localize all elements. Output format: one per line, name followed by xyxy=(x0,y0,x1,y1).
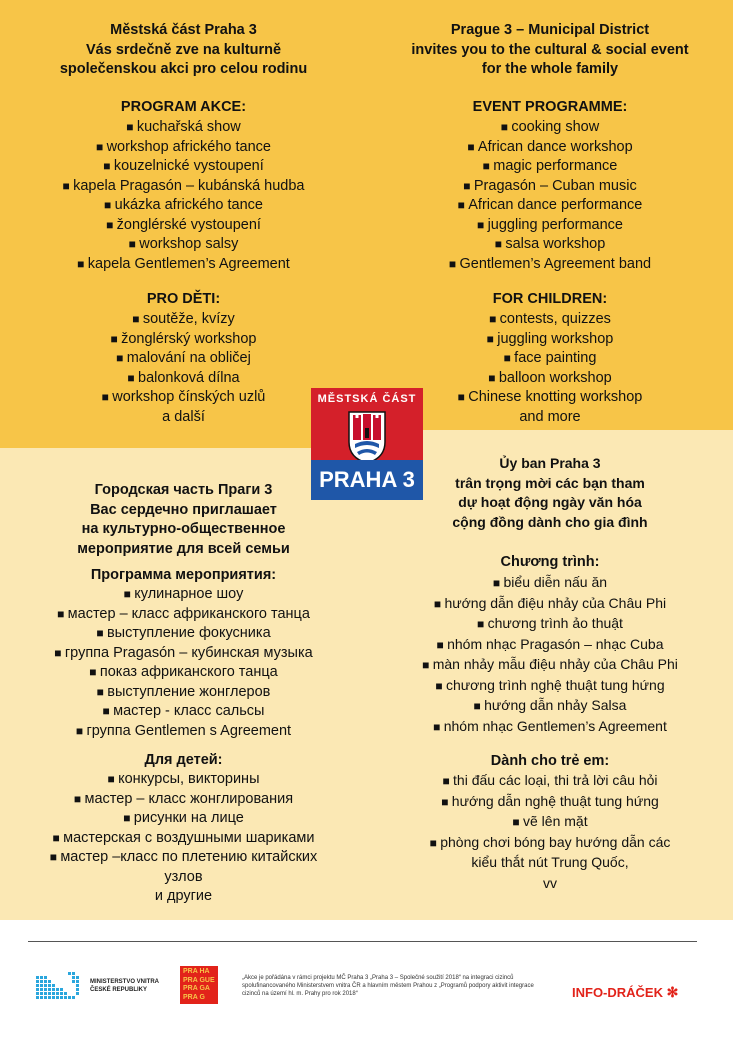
crest-icon xyxy=(347,408,387,464)
list-item: ■ workshop čínských uzlů xyxy=(0,388,367,408)
czech-section xyxy=(0,0,367,448)
praha3-logo xyxy=(311,388,423,500)
logo-top-text: MĚSTSKÁ ČÁST xyxy=(311,388,423,410)
list-item: ■ конкурсы, викторины xyxy=(0,770,367,790)
list-more: vv xyxy=(543,874,557,891)
footer-divider xyxy=(28,941,697,942)
list-item: ■ malování na obličej xyxy=(0,349,367,369)
list-item: ■ African dance performance xyxy=(367,196,733,216)
list-item: ■ выступление фокусника xyxy=(0,624,367,644)
list-item: ■ kapela Pragasón – kubánská hudba xyxy=(0,177,367,197)
list-item: ■ Pragasón – Cuban music xyxy=(367,177,733,197)
vi-intro: Ủy ban Praha 3 trân trọng mời các bạn tham dự hoạt động ngày văn hóa cộng đồng dành cho gia đình xyxy=(452,455,648,530)
ru-program-heading: Программа мероприятия: xyxy=(90,567,277,583)
list-item: ■ мастер – класс жонглирования xyxy=(0,790,367,810)
en-intro: Prague 3 – Municipal District invites you to the cultural & social event for the whole family xyxy=(411,22,689,77)
list-item: ■ balloon workshop xyxy=(367,369,733,389)
list-item: ■ kouzelnické vystoupení xyxy=(0,157,367,177)
prague-logo: PRA HA PRA GUE PRA GA PRA G xyxy=(180,966,218,1004)
russian-section xyxy=(0,448,367,920)
list-item: ■ African dance workshop xyxy=(367,138,733,158)
list-item: ■ мастер – класс африканского танца xyxy=(0,605,367,625)
list-item: ■ мастер - класс сальсы xyxy=(0,702,367,722)
vietnamese-section xyxy=(367,430,733,920)
list-more: узлов xyxy=(164,868,203,885)
list-item: ■ hướng dẫn nhảy Salsa xyxy=(367,696,733,717)
list-item: ■ màn nhảy mẫu điệu nhảy của Châu Phi xyxy=(367,655,733,676)
ru-intro: Городская часть Праги 3 Вас сердечно приглашает на культурно-общественное мероприятие для всей семьи xyxy=(77,482,290,557)
list-more: и другие xyxy=(154,888,213,904)
list-item: ■ workshop afrického tance xyxy=(0,138,367,158)
list-item: ■ группа Gentlemen s Agreement xyxy=(0,722,367,742)
vi-program-list xyxy=(367,573,733,737)
list-item: ■ кулинарное шоу xyxy=(0,585,367,605)
cz-program-list xyxy=(0,118,367,274)
list-item: ■ soutěže, kvízy xyxy=(0,310,367,330)
list-item: ■ contests, quizzes xyxy=(367,310,733,330)
list-item: ■ salsa workshop xyxy=(367,235,733,255)
list-item: ■ chương trình ảo thuật xyxy=(367,614,733,635)
list-item: ■ группа Pragasón – кубинская музыка xyxy=(0,644,367,664)
list-item: ■ biểu diễn nấu ăn xyxy=(367,573,733,594)
list-item: ■ chương trình nghệ thuật tung hứng xyxy=(367,676,733,697)
english-section xyxy=(367,0,733,430)
list-item: ■ juggling workshop xyxy=(367,330,733,350)
list-item: ■ Chinese knotting workshop xyxy=(367,388,733,408)
list-item: ■ workshop salsy xyxy=(0,235,367,255)
list-item: ■ kuchařská show xyxy=(0,118,367,138)
cz-program-heading: PROGRAM AKCE: xyxy=(120,99,247,115)
info-dracek-logo: INFO-DRÁČEK ✻ xyxy=(572,984,679,1000)
list-item: ■ рисунки на лице xyxy=(0,809,367,829)
list-item: ■ balonková dílna xyxy=(0,369,367,389)
en-program-heading: EVENT PROGRAMME: xyxy=(472,99,628,115)
list-item: ■ ukázka afrického tance xyxy=(0,196,367,216)
list-item: ■ thi đấu các loại, thi trả lời câu hỏi xyxy=(367,771,733,792)
list-item: ■ vẽ lên mặt xyxy=(367,812,733,833)
list-item: ■ выступление жонглеров xyxy=(0,683,367,703)
list-item: ■ phòng chơi bóng bay hướng dẫn các xyxy=(367,833,733,854)
ru-kids-list xyxy=(0,770,367,907)
list-item: ■ face painting xyxy=(367,349,733,369)
list-item: ■ magic performance xyxy=(367,157,733,177)
list-item: ■ мастер –класс по плетению китайских xyxy=(0,848,367,868)
ru-program-list xyxy=(0,585,367,741)
logo-bottom-text: PRAHA 3 xyxy=(311,460,423,500)
ru-kids-heading: Для детей: xyxy=(144,752,223,768)
cz-kids-heading: PRO DĚTI: xyxy=(146,291,221,307)
list-item: ■ nhóm nhạc Gentlemen’s Agreement xyxy=(367,717,733,738)
list-item: ■ hướng dẫn điệu nhảy của Châu Phi xyxy=(367,594,733,615)
list-item: ■ žonglérský workshop xyxy=(0,330,367,350)
list-item: ■ žonglérské vystoupení xyxy=(0,216,367,236)
funding-disclaimer: „Akce je pořádána v rámci projektu MČ Praha 3 „Praha 3 – Společné soužití 2018“ na integraci cizinců spolufinancovaného Ministerstvem vnitra ČR a hlavním městem Prahou z „Programů podpory aktivit integrace cizinců na území hl. m. Prahy pro rok 2018“ xyxy=(242,975,534,997)
list-item: ■ nhóm nhạc Pragasón – nhạc Cuba xyxy=(367,635,733,656)
vi-kids-list xyxy=(367,771,733,894)
list-item: ■ показ африканского танца xyxy=(0,663,367,683)
list-item: ■ hướng dẫn nghệ thuật tung hứng xyxy=(367,792,733,813)
cz-intro: Městská část Praha 3 Vás srdečně zve na kulturně společenskou akci pro celou rodinu xyxy=(59,22,308,77)
list-item: ■ мастерская с воздушными шариками xyxy=(0,829,367,849)
list-more: kiểu thắt nút Trung Quốc, xyxy=(471,854,629,870)
vi-program-heading: Chương trình: xyxy=(500,554,600,570)
list-item: ■ Gentlemen’s Agreement band xyxy=(367,255,733,275)
en-program-list xyxy=(367,118,733,274)
dragon-icon: ✻ xyxy=(666,984,679,1000)
list-item: ■ cooking show xyxy=(367,118,733,138)
list-more: and more xyxy=(519,408,581,425)
en-kids-heading: FOR CHILDREN: xyxy=(492,291,608,307)
ministry-text: MINISTERSTVO VNITRA ČESKÉ REPUBLIKY xyxy=(90,979,160,993)
list-item: ■ juggling performance xyxy=(367,216,733,236)
list-item: ■ kapela Gentlemen’s Agreement xyxy=(0,255,367,275)
vi-kids-heading: Dành cho trẻ em: xyxy=(490,753,610,769)
list-more: a další xyxy=(162,408,205,425)
